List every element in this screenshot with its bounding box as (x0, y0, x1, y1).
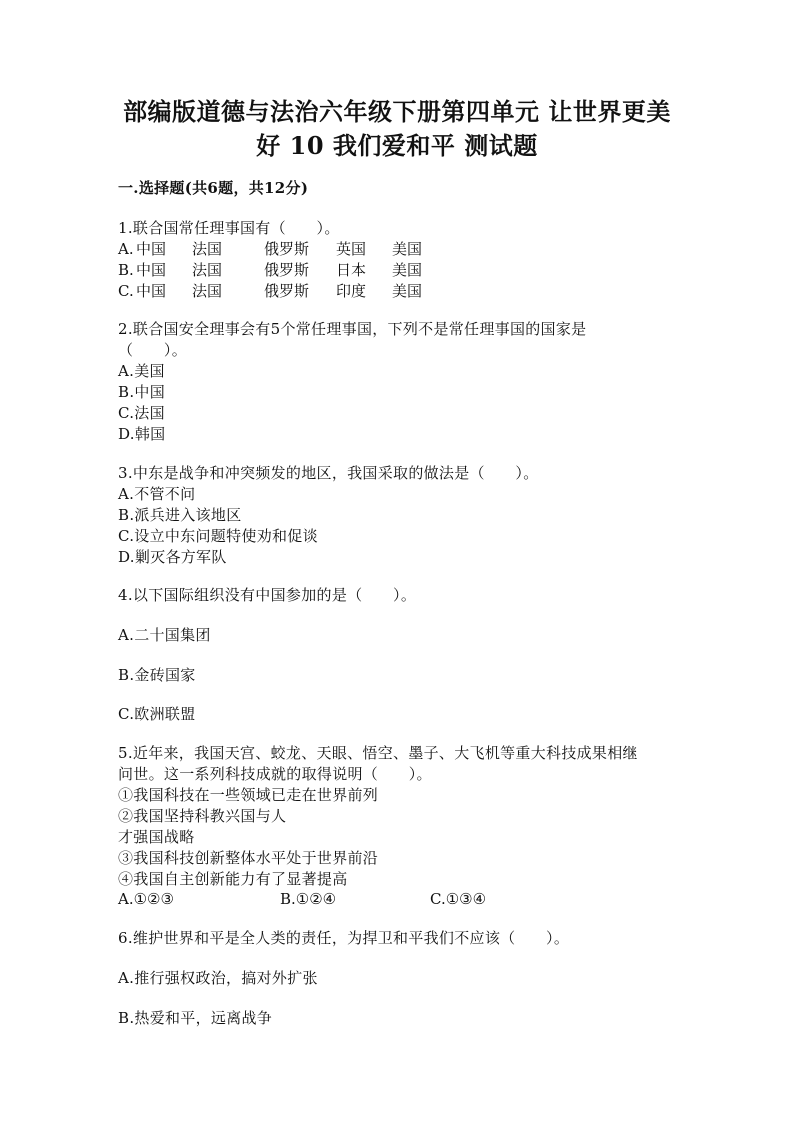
question-5-statement: ③我国科技创新整体水平处于世界前沿 (118, 849, 379, 867)
q1-option-b-item: 美国 (392, 261, 423, 279)
question-4-option-a: A.二十国集团 (118, 626, 211, 644)
q1-option-a-item: 法国 (192, 240, 223, 258)
question-5-statement: ①我国科技在一些领域已走在世界前列 (118, 786, 379, 804)
q1-option-a-item: 美国 (392, 240, 423, 258)
q1-option-b-item: 中国 (136, 261, 167, 279)
question-1-stem: 1.联合国常任理事国有（ ）。 (118, 219, 340, 237)
question-2-option-c: C.法国 (118, 404, 165, 422)
q1-option-a-item: 中国 (136, 240, 167, 258)
question-5-statement: 才强国战略 (118, 828, 195, 846)
question-5-stem-cont: 问世。这一系列科技成就的取得说明（ ）。 (118, 765, 432, 783)
question-5-statement: ②我国坚持科教兴国与人 (118, 807, 287, 825)
q5-option-c: C.①③④ (430, 890, 487, 908)
q1-option-b-label: B. (118, 261, 134, 279)
section-heading: 一.选择题(共6题，共12分) (118, 179, 309, 197)
question-6-option-b: B.热爱和平，远离战争 (118, 1009, 273, 1027)
question-4-option-c: C.欧洲联盟 (118, 705, 196, 723)
q1-option-a-label: A. (118, 240, 134, 258)
q1-option-c-item: 印度 (336, 282, 367, 300)
question-2-stem: 2.联合国安全理事会有5个常任理事国，下列不是常任理事国的国家是 (118, 320, 587, 338)
q1-option-b-item: 日本 (336, 261, 367, 279)
question-3-option-c: C.设立中东问题特使劝和促谈 (118, 527, 318, 545)
question-6-stem: 6.维护世界和平是全人类的责任，为捍卫和平我们不应该（ ）。 (118, 929, 570, 947)
q5-option-a: A.①②③ (118, 890, 174, 908)
question-5-statement: ④我国自主创新能力有了显著提高 (118, 870, 348, 888)
q1-option-c-item: 中国 (136, 282, 167, 300)
q1-option-b-item: 法国 (192, 261, 223, 279)
q1-option-c-item: 法国 (192, 282, 223, 300)
q1-option-a-item: 英国 (336, 240, 367, 258)
question-3-stem: 3.中东是战争和冲突频发的地区，我国采取的做法是（ ）。 (118, 464, 539, 482)
title-line-2: 好 10 我们爱和平 测试题 (256, 131, 538, 160)
q1-option-c-label: C. (118, 282, 134, 300)
question-2-option-d: D.韩国 (118, 425, 166, 443)
question-6-option-a: A.推行强权政治，搞对外扩张 (118, 969, 318, 987)
q1-option-b-item: 俄罗斯 (264, 261, 310, 279)
title-line-1: 部编版道德与法治六年级下册第四单元 让世界更美 (123, 97, 671, 126)
question-2-option-b: B.中国 (118, 383, 165, 401)
q1-option-c-item: 俄罗斯 (264, 282, 310, 300)
question-4-stem: 4.以下国际组织没有中国参加的是（ ）。 (118, 586, 417, 604)
page-title (80, 95, 714, 163)
question-5-stem: 5.近年来，我国天宫、蛟龙、天眼、悟空、墨子、大飞机等重大科技成果相继 (118, 744, 638, 762)
question-3-option-b: B.派兵进入该地区 (118, 506, 242, 524)
q1-option-c-item: 美国 (392, 282, 423, 300)
q5-option-b: B.①②④ (280, 890, 337, 908)
question-3-option-d: D.剿灭各方军队 (118, 548, 227, 566)
question-2-option-a: A.美国 (118, 362, 165, 380)
question-2-stem-cont: （ ）。 (118, 341, 188, 359)
question-4-option-b: B.金砖国家 (118, 666, 196, 684)
question-3-option-a: A.不管不问 (118, 485, 196, 503)
q1-option-a-item: 俄罗斯 (264, 240, 310, 258)
